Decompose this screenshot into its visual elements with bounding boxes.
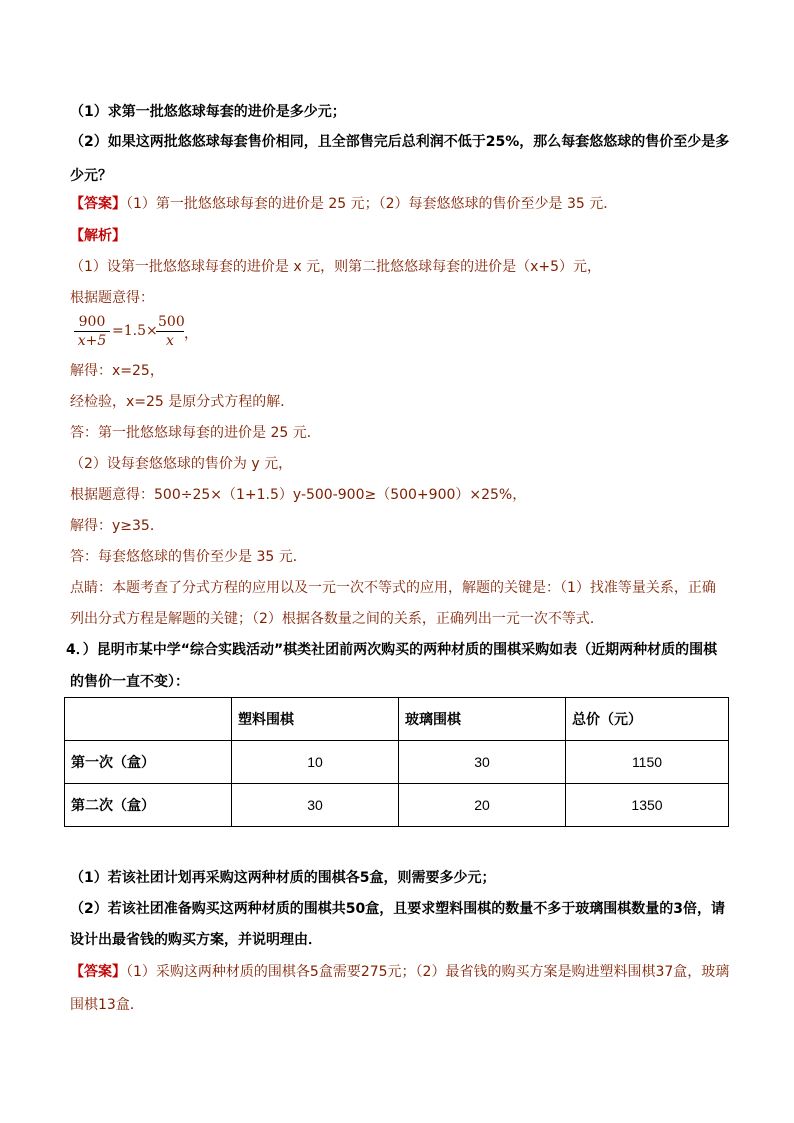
q3-solution-line-3: 解得：x=25，	[70, 363, 164, 379]
table-header-cell: 总价（元）	[566, 698, 729, 741]
table-header-cell: 塑料围棋	[232, 698, 399, 741]
answer-text: （1）采购这两种材质的围棋各5盒需要275元；（2）最省钱的购买方案是购进塑料围棋37盒，玻璃	[126, 964, 730, 980]
equation-tail: ，	[184, 326, 198, 342]
table-header-cell	[65, 698, 232, 741]
answer-tag: 【答案】	[70, 196, 126, 212]
q3-sub2-line2: 少元？	[70, 168, 112, 184]
q4-answer-line-2: 围棋13盒．	[70, 997, 144, 1013]
table-cell: 1350	[566, 784, 729, 827]
table-cell: 10	[232, 741, 399, 784]
right-denominator: x	[166, 333, 174, 349]
q3-answer	[70, 194, 617, 214]
right-numerator: 500	[158, 314, 185, 330]
q3-solution-line-8: 解得：y≥35．	[70, 518, 164, 534]
q3-solution-line-4: 经检验，x=25 是原分式方程的解．	[70, 394, 295, 410]
table-header-cell: 玻璃围棋	[399, 698, 566, 741]
table-cell: 30	[399, 741, 566, 784]
table-cell: 第二次（盒）	[65, 784, 232, 827]
table-header-row	[65, 698, 729, 741]
q3-note-line-2: 列出分式方程是解题的关键；（2）根据各数量之间的关系，正确列出一元一次不等式．	[70, 611, 604, 627]
q3-sub1: （1）求第一批悠悠球每套的进价是多少元；	[70, 104, 346, 120]
table-cell: 20	[399, 784, 566, 827]
q3-solution-line-5: 答：第一批悠悠球每套的进价是 25 元．	[70, 425, 321, 441]
table-cell: 第一次（盒）	[65, 741, 232, 784]
q4-stem-line-1: 4．）昆明市某中学“综合实践活动”棋类社团前两次购买的两种材质的围棋采购如表（近期两种材质的围棋	[66, 642, 718, 658]
table-cell: 30	[232, 784, 399, 827]
q3-solution-line-7: 根据题意得：500÷25×（1+1.5）y-500-900≥（500+900）×25%，	[70, 487, 527, 503]
q4-stem-line-2: 的售价一直不变）：	[70, 674, 189, 690]
table-row	[65, 741, 729, 784]
q3-analysis-tag: 【解析】	[70, 228, 126, 244]
left-denominator: x+5	[77, 333, 107, 349]
q4-sub1: （1）若该社团计划再采购这两种材质的围棋各5盒，则需要多少元；	[70, 870, 496, 886]
answer-text: （1）第一批悠悠球每套的进价是 25 元；（2）每套悠悠球的售价至少是 35 元．	[126, 196, 618, 212]
q3-note-line-1: 点睛：本题考查了分式方程的应用以及一元一次不等式的应用，解题的关键是：（1）找准等量关系，正确	[70, 580, 716, 596]
q4-answer	[70, 962, 729, 982]
q4-sub2-line1: （2）若该社团准备购买这两种材质的围棋共50盒，且要求塑料围棋的数量不多于玻璃围棋数量的3倍，请	[70, 901, 725, 917]
equation-middle: =1.5×	[112, 323, 158, 339]
left-numerator: 900	[74, 313, 110, 332]
q3-sub2-line1: （2）如果这两批悠悠球每套售价相同，且全部售完后总利润不低于25%，那么每套悠悠球的售价至少是多	[70, 134, 730, 150]
table-row	[65, 784, 729, 827]
q3-solution-line-2: 根据题意得：	[70, 290, 154, 306]
table-cell: 1150	[566, 741, 729, 784]
q4-sub2-line2: 设计出最省钱的购买方案，并说明理由．	[70, 932, 322, 948]
q3-solution-line-9: 答：每套悠悠球的售价至少是 35 元．	[70, 549, 307, 565]
purchase-table	[64, 697, 729, 827]
answer-tag: 【答案】	[70, 964, 126, 980]
q3-solution-line-1: （1）设第一批悠悠球每套的进价是 x 元，则第二批悠悠球每套的进价是（x+5）元，	[70, 259, 602, 275]
q3-solution-line-6: （2）设每套悠悠球的售价为 y 元，	[70, 456, 293, 472]
